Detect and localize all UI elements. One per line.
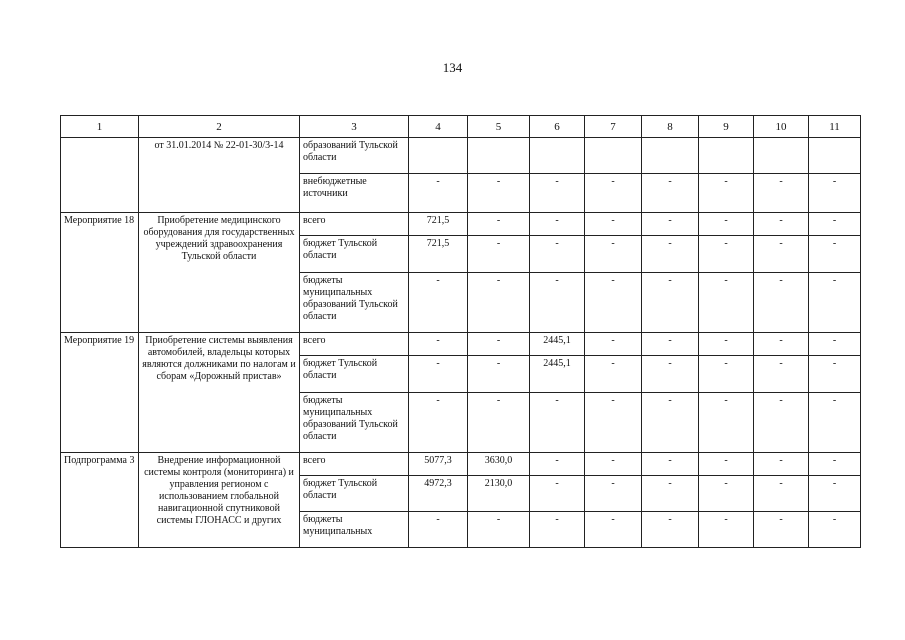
- funding-source-cell: образований Тульской области: [300, 138, 409, 174]
- header-cell: 5: [468, 116, 530, 138]
- value-cell: -: [642, 213, 699, 236]
- value-cell: -: [468, 174, 530, 213]
- funding-source-cell: бюджеты муниципальных образований Тульской области: [300, 393, 409, 453]
- value-cell: [530, 138, 585, 174]
- value-cell: -: [809, 512, 861, 548]
- value-cell: [809, 138, 861, 174]
- budget-table: [60, 115, 861, 548]
- value-cell: -: [409, 174, 468, 213]
- program-name-cell: от 31.01.2014 № 22-01-30/3-14: [139, 138, 300, 213]
- funding-source-cell: всего: [300, 213, 409, 236]
- value-cell: -: [530, 476, 585, 512]
- value-cell: 721,5: [409, 213, 468, 236]
- value-cell: -: [585, 356, 642, 393]
- value-cell: -: [754, 356, 809, 393]
- table-row: [61, 453, 861, 476]
- header-row: [61, 116, 861, 138]
- value-cell: [642, 138, 699, 174]
- header-cell: 10: [754, 116, 809, 138]
- value-cell: -: [530, 213, 585, 236]
- funding-source-cell: бюджет Тульской области: [300, 236, 409, 273]
- value-cell: -: [530, 174, 585, 213]
- value-cell: -: [530, 453, 585, 476]
- value-cell: -: [754, 476, 809, 512]
- value-cell: 4972,3: [409, 476, 468, 512]
- value-cell: -: [699, 393, 754, 453]
- value-cell: -: [409, 393, 468, 453]
- value-cell: -: [809, 174, 861, 213]
- value-cell: -: [809, 393, 861, 453]
- funding-source-cell: бюджеты муниципальных: [300, 512, 409, 548]
- header-cell: 7: [585, 116, 642, 138]
- value-cell: 5077,3: [409, 453, 468, 476]
- value-cell: -: [530, 273, 585, 333]
- value-cell: -: [754, 333, 809, 356]
- value-cell: -: [642, 174, 699, 213]
- program-name-cell: Приобретение системы выявления автомобилей, владельцы которых являются должниками по налогам и сборам «Дорожный пристав»: [139, 333, 300, 453]
- value-cell: -: [585, 512, 642, 548]
- value-cell: [699, 138, 754, 174]
- value-cell: -: [409, 512, 468, 548]
- value-cell: -: [585, 333, 642, 356]
- value-cell: 721,5: [409, 236, 468, 273]
- value-cell: -: [754, 393, 809, 453]
- value-cell: -: [809, 453, 861, 476]
- funding-source-cell: внебюджетные источники: [300, 174, 409, 213]
- header-cell: 3: [300, 116, 409, 138]
- value-cell: -: [585, 273, 642, 333]
- funding-source-cell: бюджеты муниципальных образований Тульской области: [300, 273, 409, 333]
- value-cell: -: [530, 236, 585, 273]
- table-row: [61, 213, 861, 236]
- value-cell: -: [409, 356, 468, 393]
- header-cell: 11: [809, 116, 861, 138]
- value-cell: -: [754, 273, 809, 333]
- value-cell: -: [585, 393, 642, 453]
- value-cell: -: [642, 333, 699, 356]
- value-cell: -: [642, 393, 699, 453]
- value-cell: -: [699, 453, 754, 476]
- header-cell: 9: [699, 116, 754, 138]
- value-cell: -: [699, 512, 754, 548]
- value-cell: -: [468, 213, 530, 236]
- value-cell: -: [642, 453, 699, 476]
- program-name-cell: Приобретение медицинского оборудования для государственных учреждений здравоохранения Тульской области: [139, 213, 300, 333]
- value-cell: -: [642, 512, 699, 548]
- value-cell: -: [699, 356, 754, 393]
- value-cell: -: [754, 453, 809, 476]
- value-cell: -: [468, 333, 530, 356]
- funding-source-cell: всего: [300, 453, 409, 476]
- value-cell: -: [530, 512, 585, 548]
- value-cell: -: [809, 476, 861, 512]
- value-cell: -: [809, 273, 861, 333]
- program-code-cell: Мероприятие 19: [61, 333, 139, 453]
- value-cell: -: [699, 213, 754, 236]
- value-cell: -: [754, 174, 809, 213]
- value-cell: [754, 138, 809, 174]
- header-cell: 8: [642, 116, 699, 138]
- value-cell: -: [642, 476, 699, 512]
- header-cell: 6: [530, 116, 585, 138]
- funding-source-cell: бюджет Тульской области: [300, 476, 409, 512]
- header-cell: 1: [61, 116, 139, 138]
- value-cell: -: [468, 273, 530, 333]
- value-cell: -: [809, 213, 861, 236]
- value-cell: -: [468, 236, 530, 273]
- value-cell: -: [754, 512, 809, 548]
- value-cell: -: [642, 236, 699, 273]
- program-name-cell: Внедрение информационной системы контроля (мониторинга) и управления регионом с использованием глобальной навигационной спутниковой системы ГЛОНАСС и других: [139, 453, 300, 548]
- page-number: 134: [442, 60, 463, 75]
- value-cell: 2130,0: [468, 476, 530, 512]
- funding-source-cell: бюджет Тульской области: [300, 356, 409, 393]
- value-cell: -: [409, 273, 468, 333]
- value-cell: -: [409, 333, 468, 356]
- program-code-cell: Подпрограмма 3: [61, 453, 139, 548]
- value-cell: [468, 138, 530, 174]
- value-cell: -: [699, 236, 754, 273]
- value-cell: 2445,1: [530, 333, 585, 356]
- table-row: [61, 333, 861, 356]
- value-cell: -: [809, 236, 861, 273]
- value-cell: -: [699, 174, 754, 213]
- value-cell: -: [642, 273, 699, 333]
- table-row: [61, 138, 861, 174]
- value-cell: -: [468, 512, 530, 548]
- value-cell: -: [468, 356, 530, 393]
- value-cell: -: [699, 333, 754, 356]
- value-cell: -: [585, 476, 642, 512]
- value-cell: 2445,1: [530, 356, 585, 393]
- value-cell: [585, 138, 642, 174]
- funding-source-cell: всего: [300, 333, 409, 356]
- value-cell: 3630,0: [468, 453, 530, 476]
- value-cell: -: [699, 476, 754, 512]
- header-cell: 2: [139, 116, 300, 138]
- value-cell: -: [585, 213, 642, 236]
- value-cell: -: [699, 273, 754, 333]
- value-cell: -: [530, 393, 585, 453]
- value-cell: -: [468, 393, 530, 453]
- value-cell: -: [754, 213, 809, 236]
- value-cell: -: [809, 356, 861, 393]
- program-code-cell: Мероприятие 18: [61, 213, 139, 333]
- value-cell: -: [642, 356, 699, 393]
- value-cell: -: [585, 236, 642, 273]
- value-cell: -: [754, 236, 809, 273]
- header-cell: 4: [409, 116, 468, 138]
- value-cell: [409, 138, 468, 174]
- program-code-cell: [61, 138, 139, 213]
- value-cell: -: [809, 333, 861, 356]
- value-cell: -: [585, 453, 642, 476]
- value-cell: -: [585, 174, 642, 213]
